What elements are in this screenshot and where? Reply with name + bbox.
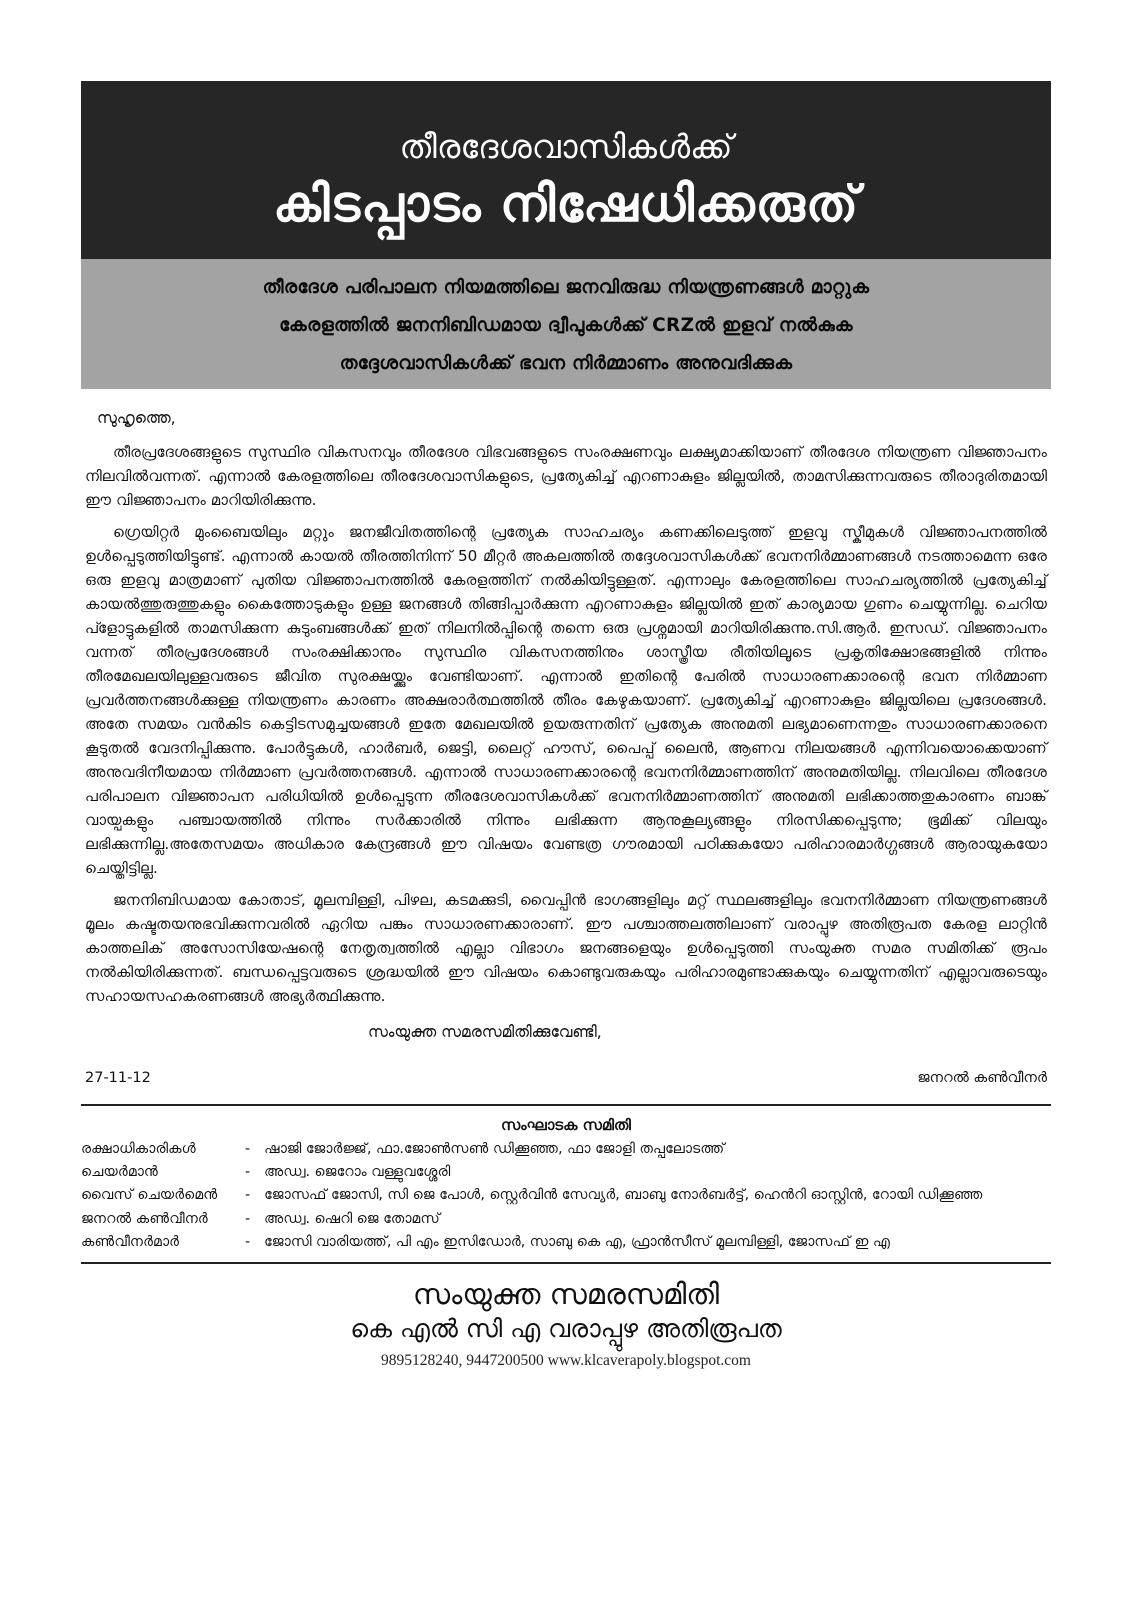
separator-dash: - [245, 1141, 251, 1157]
member-names: അഡ്വ. ഷെറി ജെ തോമസ് [264, 1210, 440, 1227]
demand-line: കേരളത്തിൽ ജനനിബിഡമായ ദ്വീപുകൾക്ക് CRZൽ ഇളവ് നൽകുക [279, 315, 853, 336]
separator-dash: - [245, 1233, 251, 1250]
letter-date: 27-11-12 [85, 1070, 151, 1086]
body-paragraph: ഗ്രെയിറ്റർ മുംബൈയിലും മറ്റും ജനജീവിതത്തിന്റെ പ്രത്യേക സാഹചര്യം കണക്കിലെടുത്ത് ഇളവു സ്കീമുകൾ വിജ്ഞാപനത്തിൽ ഉൾപ്പെടുത്തിയിട്ടുണ്ട്. എന്നാൽ കായൽ തീരത്തിനിന്ന് 50 മീറ്റർ അകലത്തിൽ തദ്ദേശവാസികൾക്ക് ഭവനനിർമ്മാണങ്ങൾ നടത്താമെന്ന ഒരേ ഒരു ഇളവു മാത്രമാണ് പുതിയ വിജ്ഞാപനത്തിൽ കേരളത്തിന് നൽകിയിട്ടുള്ളത്. എന്നാലും കേരളത്തിലെ സാഹചര്യത്തിൽ പ്രത്യേകിച്ച് കായൽത്തുരുത്തുകളും കൈത്തോടുകളും ഉള്ള ജനങ്ങൾ തിങ്ങിപ്പാർക്കുന്ന എറണാകുളം ജില്ലയിൽ ഇത് കാര്യമായ ഗുണം ചെയ്യുന്നില്ല. ചെറിയ പ്ളോട്ടുകളിൽ താമസിക്കുന്ന കുടുംബങ്ങൾക്ക് ഇത് നിലനിൽപ്പിന്റെ തന്നെ ഒരു പ്രശ്നമായി മാറിയിരിക്കുന്നു.സി.ആർ. ഇസഡ്. വിജ്ഞാപനം വന്നത് തീരപ്രദേശങ്ങൾ സംരക്ഷിക്കാനും സുസ്ഥിര വികസനത്തിനും ശാസ്ത്രീയ രീതിയിലൂടെ പ്രകൃതിക്ഷോഭങ്ങളിൽ നിന്നും തീരമേഖലയിലുള്ളവരുടെ ജീവിത സുരക്ഷയ്ക്കും വേണ്ടിയാണ്. എന്നാൽ ഇതിന്റെ പേരിൽ സാധാരണക്കാരന്റെ ഭവന നിർമ്മാണ പ്രവർത്തനങ്ങൾക്കുള്ള നിയന്ത്രണം കാരണം അക്ഷരാർത്ഥത്തിൽ തീരം കേഴുകയാണ്. പ്രത്യേകിച്ച് എറണാകുളം ജില്ലയിലെ പ്രദേശങ്ങൾ. അതേ സമയം വൻകിട കെട്ടിടസമുച്ചയങ്ങൾ ഇതേ മേഖലയിൽ ഉയരുന്നതിന് പ്രത്യേക അനുമതി ലഭ്യമാണെന്നതും സാധാരണക്കാരനെ കൂടുതൽ വേദനിപ്പിക്കുന്നു. പോർട്ടുകൾ, ഹാർബർ, ജെട്ടി, ലൈറ്റ് ഹൗസ്, പൈപ്പ് ലൈൻ, ആണവ നിലയങ്ങൾ എന്നിവയൊക്കെയാണ് അനുവദിനീയമായ നിർമ്മാണ പ്രവർത്തനങ്ങൾ. എന്നാൽ സാധാരണക്കാരന്റെ ഭവനനിർമ്മാണത്തിന് അനുമതിയില്ല. നിലവിലെ തീരദേശ പരിപാലന വിജ്ഞാപന പരിധിയിൽ ഉൾപ്പെടുന്ന തീരദേശവാസികൾക്ക് ഭവനനിർമ്മാണത്തിന് അനുമതി ലഭിക്കാത്തതുകാരണം ബാങ്ക് വായ്പകളും പഞ്ചായത്തിൽ നിന്നും സർക്കാരിൽ നിന്നും ലഭിക്കുന്ന ആനുകൂല്യങ്ങളും നിരസിക്കപ്പെടുന്നു; ഭൂമിക്ക് വിലയും ലഭിക്കുന്നില്ല.അതേസമയം അധികാര കേന്ദ്രങ്ങൾ ഈ വിഷയം വേണ്ടത്ര ഗൗരമായി പഠിക്കുകയോ പരിഹാരമാർഗ്ഗങ്ങൾ ആരായുകയോ ചെയ്തിട്ടില്ല. [85, 523, 1047, 877]
banner-subtitle: തീരദേശവാസികൾക്ക് [399, 127, 733, 166]
organization-affiliation: കെ എൽ സി എ വരാപ്പുഴ അതിരൂപത [350, 1314, 782, 1344]
committee-row [81, 1138, 1051, 1161]
demand-line: തീരദേശ പരിപാലന നിയമത്തിലെ ജനവിരുദ്ധ നിയന്ത്രണങ്ങൾ മാറ്റുക [262, 277, 870, 298]
greeting: സുഹൃത്തെ, [97, 409, 176, 427]
committee-role: കൺവീനർമാർ [81, 1233, 180, 1250]
member-names: ഷാജി ജോർജ്ജ്, ഫാ.ജോൺസൺ ഡിക്കൂഞ്ഞ, ഫാ ജോളി തപ്പലോടത്ത് [264, 1141, 725, 1157]
committee-members [241, 1161, 1051, 1184]
signoff: സംയുക്ത സമരസമിതിക്കുവേണ്ടി, [368, 1023, 602, 1041]
committee-members [241, 1231, 1051, 1254]
committee-members [241, 1138, 1051, 1161]
date-signature-row [85, 1068, 1047, 1088]
letter-body [81, 406, 1051, 1088]
organization-name: സംയുക്ത സമരസമിതി [412, 1277, 720, 1312]
signatory-title: ജനറൽ കൺവീനർ [917, 1070, 1047, 1086]
committee-role: ജനറൽ കൺവീനർ [81, 1210, 208, 1227]
separator-dash: - [245, 1210, 251, 1227]
demands-box [81, 259, 1051, 389]
separator-dash: - [245, 1164, 251, 1181]
committee-role: വൈസ് ചെയർമെൻ [81, 1187, 218, 1204]
separator-dash: - [245, 1187, 251, 1204]
notice-page [81, 81, 1051, 1372]
committee-role: രക്ഷാധികാരികൾ [81, 1141, 196, 1157]
committee-role: ചെയർമാൻ [81, 1164, 159, 1181]
demand-line: തദ്ദേശവാസികൾക്ക് ഭവന നിർമ്മാണം അനുവദിക്കുക [339, 353, 793, 374]
committee-heading: സംഘാടക സമിതി [501, 1116, 631, 1134]
body-paragraph: ജനനിബിഡമായ കോതാട്, മൂലമ്പിള്ളി, പിഴല, കടമക്കുടി, വൈപ്പിൻ ഭാഗങ്ങളിലും മറ്റ് സ്ഥലങ്ങളിലും ഭവനനിർമ്മാണ നിയന്ത്രണങ്ങൾ മൂലം കഷ്ടതയനുഭവിക്കുന്നവരിൽ ഏറിയ പങ്കും സാധാരണക്കാരാണ്. ഈ പശ്ചാത്തലത്തിലാണ് വരാപ്പുഴ അതിരൂപത കേരള ലാറ്റിൻ കാത്തലിക് അസോസിയേഷന്റെ നേതൃത്വത്തിൽ എല്ലാ വിഭാഗം ജനങ്ങളെയും ഉൾപ്പെടുത്തി സംയുക്ത സമര സമിതിക്ക് രൂപം നൽകിയിരിക്കുന്നത്. ബന്ധപ്പെട്ടവരുടെ ശ്രദ്ധയിൽ ഈ വിഷയം കൊണ്ടുവരുകയും പരിഹാരമുണ്ടാക്കുകയും ചെയ്യുന്നതിന് എല്ലാവരുടെയും സഹായസഹകരണങ്ങൾ അഭ്യർത്ഥിക്കുന്നു. [85, 891, 1047, 1005]
footer [81, 1262, 1051, 1372]
member-names: ജോസഫ് ജോസി, സി ജെ പോൾ, സ്റ്റെർവിൻ സേവ്യർ, ബാബു നോർബർട്ട്, ഹെൻറി ഓസ്റ്റിൻ, റോയി ഡിക്കൂഞ്ഞ [264, 1187, 983, 1204]
title-banner [81, 81, 1051, 259]
member-names: ജോസി വാരിയത്ത്, പി എം ഇസിഡോർ, സാബു കെ എ, ഫ്രാൻസീസ് മൂലമ്പിള്ളി, ജോസഫ് ഇ എ [264, 1233, 891, 1250]
committee-row [81, 1231, 1051, 1254]
organizing-committee [81, 1104, 1051, 1254]
body-paragraph: തീരപ്രദേശങ്ങളുടെ സുസ്ഥിര വികസനവും തീരദേശ വിഭവങ്ങളുടെ സംരക്ഷണവും ലക്ഷ്യമാക്കിയാണ് തീരദേശ നിയന്ത്രണ വിജ്ഞാപനം നിലവിൽവന്നത്. എന്നാൽ കേരളത്തിലെ തീരദേശവാസികളുടെ, പ്രത്യേകിച്ച് എറണാകുളം ജില്ലയിൽ, താമസിക്കുന്നവരുടെ തീരാദുരിതമായി ഈ വിജ്ഞാപനം മാറിയിരിക്കുന്നു. [85, 443, 1047, 509]
member-names: അഡ്വ. ജെറോം വള്ളുവശ്ശേരി [264, 1164, 451, 1181]
committee-row [81, 1208, 1051, 1231]
committee-members [241, 1184, 1051, 1207]
banner-title: കിടപ്പാടം നിഷേധിക്കരുത് [272, 175, 860, 233]
committee-members [241, 1208, 1051, 1231]
committee-row [81, 1161, 1051, 1184]
committee-row [81, 1184, 1051, 1207]
contact-info: 9895128240, 9447200500 www.klcaverapoly.blogspot.com [381, 1352, 751, 1370]
